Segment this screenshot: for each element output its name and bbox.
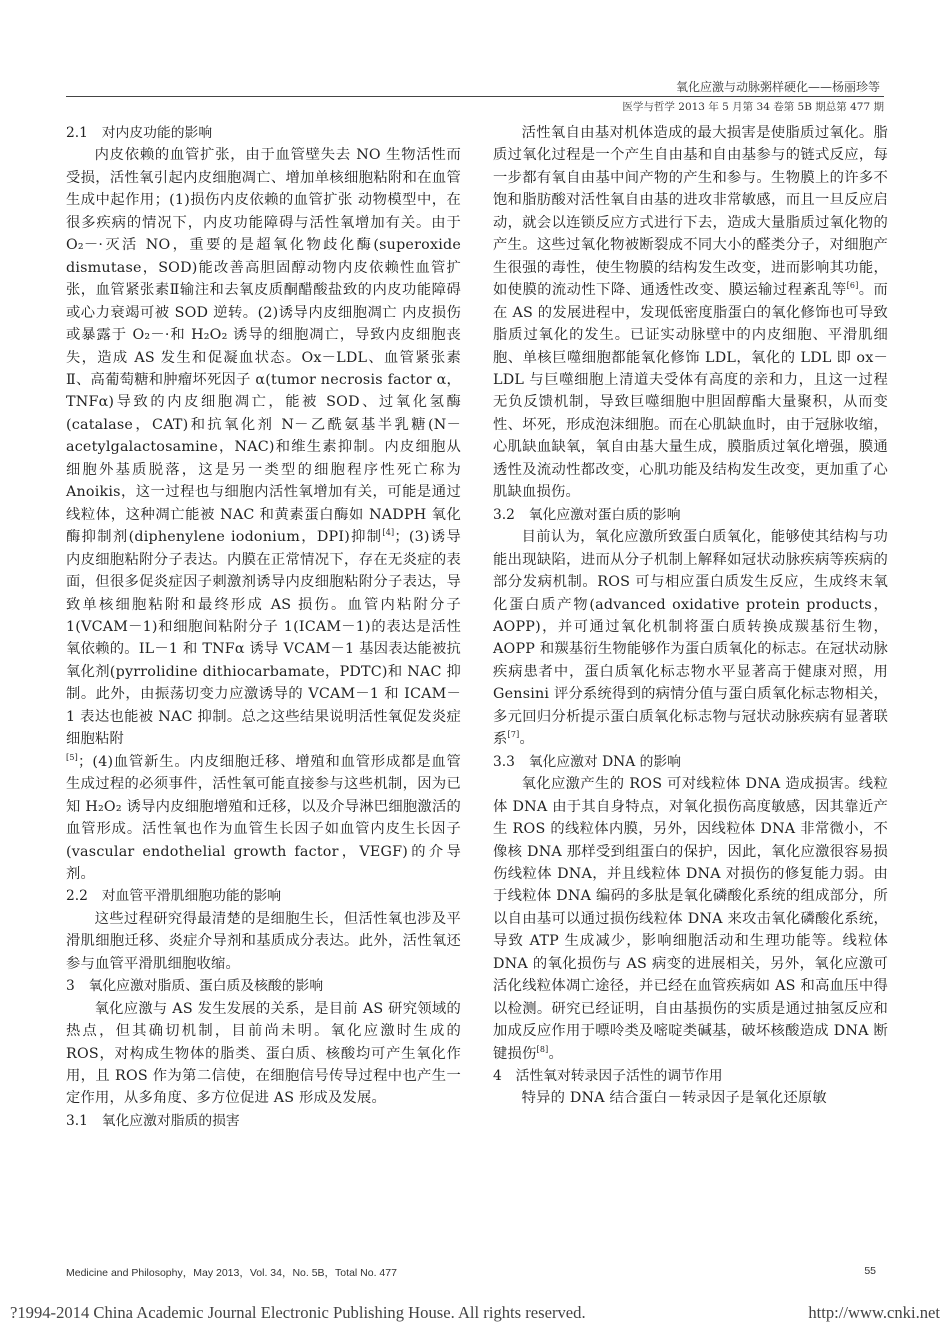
running-header-issue: 医学与哲学 2013 年 5 月第 34 卷第 5B 期总第 477 期 (622, 101, 884, 113)
header-rule (66, 96, 884, 97)
paragraph-text: 。而在 AS 的发展进程中，发现低密度脂蛋白的氧化修饰也可导致脂质过氧化的发生。已证实动脉壁中的内皮细胞、平滑肌细胞、单核巨噬细胞都能氧化修饰 LDL，氧化的 LDL 即 ox－LDL 与巨噬细胞上清道夫受体有高度的亲和力，且这一过程无负反馈机制，导致巨噬细胞中胆固醇酯大量聚积，从而变性、坏死，形成泡沫细胞。而在心肌缺血时，由于冠脉收缩，心肌缺血缺氧，氧自由基大量生成，膜脂质过氧化增强，膜通透性及流动性都改变，心肌功能及结构发生改变，更加重了心肌缺血损伤。 (493, 282, 888, 501)
body-paragraph (493, 773, 888, 1065)
section-heading: 2.2 对血管平滑肌细胞功能的影响 (66, 888, 282, 905)
copyright-notice: ?1994-2014 China Academic Journal Electronic Publishing House. All rights reserved. (10, 1303, 586, 1322)
running-header-title: 氧化应激与动脉粥样硬化——杨丽珍等 (675, 80, 880, 94)
body-paragraph (493, 1087, 888, 1109)
paragraph-text: 氧化应激产生的 ROS 可对线粒体 DNA 造成损害。线粒体 DNA 由于其自身特点，对氧化损伤高度敏感，因其靠近产生 ROS 的线粒体内膜，另外，因线粒体 DNA 非常微小，不像核 DNA 那样受到组蛋白的保护，因此，氧化应激很容易损伤线粒体 DNA，并且线粒体 DNA 对损伤的修复能力弱。由于线粒体 DNA 编码的多肽是氧化磷酸化系统的组成部分，所以自由基可以通过损伤线粒体 DNA 来攻击氧化磷酸化系统，导致 ATP 生成减少，影响细胞活动和生理功能等。线粒体 DNA 的氧化损伤与 AS 病变的进展相关，另外，氧化应激可活化线粒体凋亡途径，并已经在血管疾病如 AS 和高血压中得以检测。研究已经证明，自由基损伤的实质是通过抽氢反应和加成反应作用于嘌呤类及嘧啶类碱基，破坏核酸造成 DNA 断键损伤 (493, 776, 888, 1062)
paragraph-text: 活性氧自由基对机体造成的最大损害是使脂质过氧化。脂质过氧化过程是一个产生自由基和自由基参与的链式反应，每一步都有氧自由基中间产物的产生和参与。生物膜上的许多不饱和脂肪酸对活性氧自由基的进攻非常敏感，而且一旦反应启动，就会以连锁反应方式进行下去，造成大量脂质过氧化物的产生。这些过氧化物被断裂成不同大小的醛类分子，对细胞产生很强的毒性，使生物膜的结构发生改变，进而影响其功能，如使膜的流动性下降、通透性改变、膜运输过程紊乱等 (493, 125, 888, 299)
body-paragraph (493, 122, 888, 504)
paragraph-text: 这些过程研究得最清楚的是细胞生长，但活性氧也涉及平滑肌细胞迁移、炎症介导剂和基质成分表达。此外，活性氧还参与血管平滑肌细胞收缩。 (66, 910, 461, 972)
cnki-link[interactable]: http://www.cnki.net (808, 1303, 940, 1322)
body-paragraph (66, 144, 461, 750)
citation-ref: [7] (507, 730, 520, 740)
paragraph-text: 。 (548, 1045, 563, 1062)
paragraph-text: 。 (519, 731, 534, 748)
copyright-bar (10, 1303, 940, 1323)
paragraph-text: 氧化应激与 AS 发生发展的关系，是目前 AS 研究领域的热点，但其确切机制，目前尚未明。氧化应激时生成的 ROS，对构成生物体的脂类、蛋白质、核酸均可产生氧化作用，且 ROS 作为第二信使，在细胞信号传导过程中也产生一定作用，从多角度、多方位促进 AS 形成及发展。 (66, 1000, 461, 1107)
left-column (66, 122, 461, 1132)
paragraph-text: 目前认为，氧化应激所致蛋白质氧化，能够使其结构与功能出现缺陷，进而从分子机制上解释如冠状动脉疾病等疾病的部分发病机制。ROS 可与相应蛋白质发生反应，生成终末氧化蛋白质产物(advanced oxidative protein products，AOPP)，并可通过氧化机制将蛋白质转换成羰基衍生物，AOPP 和羰基衍生物能够作为蛋白质氧化的标志。在冠状动脉疾病患者中，蛋白质氧化标志物水平显著高于健康对照，用 Gensini 评分系统得到的病情分值与蛋白质氧化标志物相关，多元回归分析提示蛋白质氧化标志物与冠状动脉疾病有显著联系 (493, 529, 888, 748)
paragraph-text: ；(3)诱导内皮细胞粘附分子表达。内膜在正常情况下，存在无炎症的表面，但很多促炎症因子刺激剂诱导内皮细胞粘附分子表达，导致单核细胞粘附和最终形成 AS 损伤。血管内粘附分子 1(VCAM－1)和细胞间粘附分子 1(ICAM－1)的表达是活性氧依赖的。IL－1 和 TNFα 诱导 VCAM－1 基因表达能被抗氧化剂(pyrrolidine dithiocarbamate，PDTC)和 NAC 抑制。此外，由振荡切变力应激诱导的 VCAM－1 和 ICAM－1 表达也能被 NAC 抑制。总之这些结果说明活性氧促发炎症细胞粘附 (66, 529, 461, 748)
page-number: 55 (864, 1265, 876, 1277)
body-paragraph (66, 751, 461, 886)
citation-ref: [8] (536, 1044, 549, 1054)
citation-ref: [6] (846, 281, 859, 291)
body-paragraph (493, 526, 888, 751)
footer-journal: Medicine and Philosophy，May 2013，Vol. 34，No. 5B，Total No. 477 (66, 1267, 397, 1279)
section-heading: 3 氧化应激对脂质、蛋白质及核酸的影响 (66, 978, 324, 995)
section-heading: 4 活性氧对转录因子活性的调节作用 (493, 1068, 723, 1085)
citation-ref: [4] (382, 528, 395, 538)
citation-ref: [5] (66, 752, 78, 762)
section-heading: 3.1 氧化应激对脂质的损害 (66, 1112, 240, 1129)
section-heading: 2.1 对内皮功能的影响 (66, 125, 213, 141)
paragraph-text: ；(4)血管新生。内皮细胞迁移、增殖和血管形成都是血管生成过程的必须事件，活性氧可能直接参与这些机制，因为已知 H₂O₂ 诱导内皮细胞增殖和迁移，以及介导淋巴细胞激活的血管形成。活性氧也作为血管生长因子如血管内皮生长因子(vascular endothelial growth factor，VEGF)的介导剂。 (66, 753, 461, 882)
body-paragraph (66, 998, 461, 1110)
paragraph-text: 内皮依赖的血管扩张，由于血管壁失去 NO 生物活性而受损，活性氧引起内皮细胞凋亡、增加单核细胞粘附和在血管生成中起作用；(1)损伤内皮依赖的血管扩张 动物模型中，在很多疾病的情况下，内皮功能障碍与活性氧增加有关。由于 O₂－·灭活 NO，重要的是超氧化物歧化酶(superoxide dismutase，SOD)能改善高胆固醇动物内皮依赖性血管扩张，血管紧张素Ⅱ输注和去氧皮质酮醋酸盐致的内皮功能障碍或心力衰竭可被 SOD 逆转。(2)诱导内皮细胞凋亡 内皮损伤或暴露于 O₂－·和 H₂O₂ 诱导的细胞凋亡，导致内皮细胞丧失，造成 AS 发生和促凝血状态。Ox－LDL、血管紧张素Ⅱ、高葡萄糖和肿瘤坏死因子 α(tumor necrosis factor α，TNFα)导致的内皮细胞凋亡，能被 SOD、过氧化氢酶(catalase，CAT)和抗氧化剂 N－乙酰氨基半乳糖(N－acetylgalactosamine，NAC)和维生素抑制。内皮细胞从细胞外基质脱落，这是另一类型的细胞程序性死亡称为 Anoikis，这一过程也与细胞内活性氧增加有关，可能是通过线粒体，这种凋亡能被 NAC 和黄素蛋白酶如 NADPH 氧化酶抑制剂(diphenylene iodonium，DPI)抑制 (66, 147, 461, 546)
paragraph-text: 特异的 DNA 结合蛋白－转录因子是氧化还原敏 (521, 1090, 827, 1107)
body-paragraph (66, 908, 461, 975)
right-column (493, 122, 888, 1110)
section-heading: 3.2 氧化应激对蛋白质的影响 (493, 506, 681, 523)
section-heading: 3.3 氧化应激对 DNA 的影响 (493, 753, 681, 770)
